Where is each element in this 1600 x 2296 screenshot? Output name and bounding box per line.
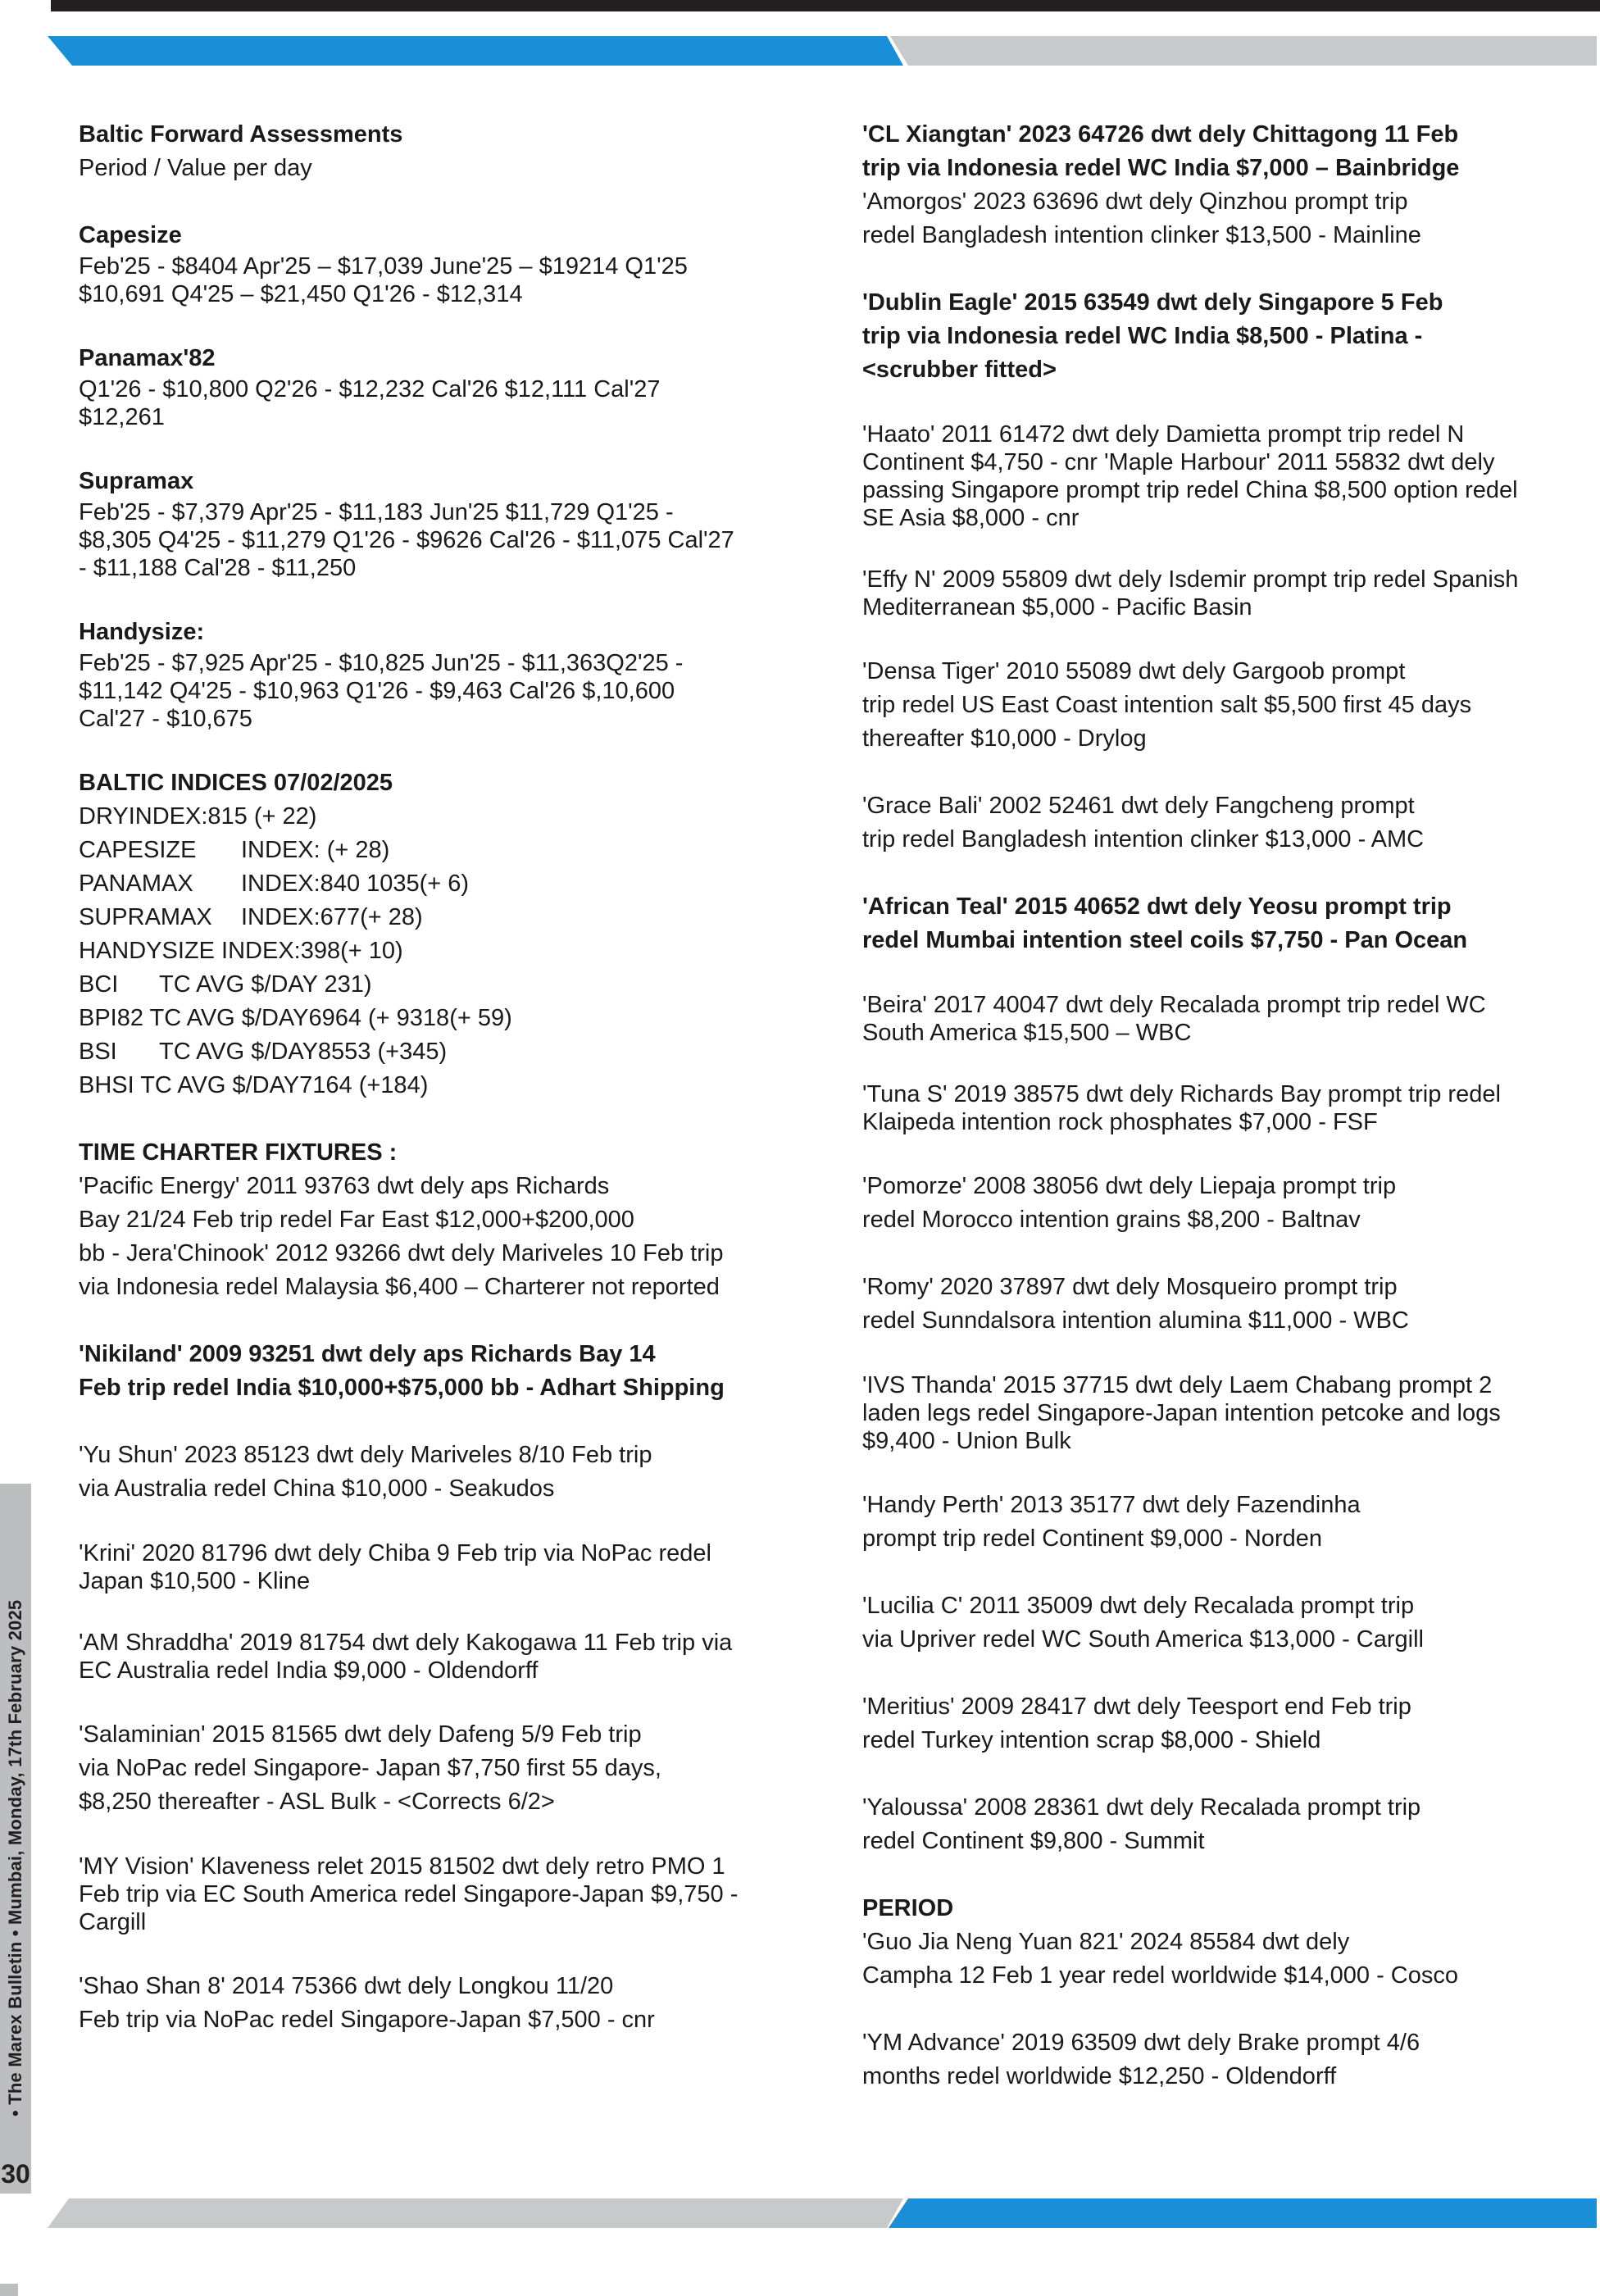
handysize-line: Cal'27 - $10,675 [79,706,252,732]
supramax-line: Feb'25 - $7,379 Apr'25 - $11,183 Jun'25 $11,729 Q1'25 - [79,499,674,525]
bfa-subtitle: Period / Value per day [79,155,312,181]
fixture-line: 'Tuna S' 2019 38575 dwt dely Richards Bay prompt trip redel [862,1081,1501,1107]
footer-band [0,2198,1600,2231]
period-title: PERIOD [862,1895,954,1921]
fixture-line: 'Guo Jia Neng Yuan 821' 2024 85584 dwt dely [862,1929,1350,1955]
fixture-line: 'Grace Bali' 2002 52461 dwt dely Fangcheng prompt [862,793,1415,819]
fixture-line: South America $15,500 – WBC [862,1020,1192,1046]
left-column [79,118,800,2071]
period-section [862,1892,1567,2094]
capesize-title: Capesize [79,222,182,248]
fixture-line: 'Yu Shun' 2023 85123 dwt dely Mariveles 8/10 Feb trip [79,1442,652,1468]
fixture-line: trip redel US East Coast intention salt $5,500 first 45 days [862,692,1472,718]
fixture-line: Campha 12 Feb 1 year redel worldwide $14,000 - Cosco [862,1962,1459,1989]
index-label: BPI82 TC AVG $/DAY6964 (+ 9318(+ 59) [79,1005,512,1031]
index-row [79,934,800,968]
index-label: CAPESIZE [79,837,197,863]
fixture-line: 'Nikiland' 2009 93251 dwt dely aps Richards Bay 14 [79,1341,656,1367]
fixture-line: trip via Indonesia redel WC India $7,000 – Bainbridge [862,155,1460,181]
fixture-line: 'Pomorze' 2008 38056 dwt dely Liepaja prompt trip [862,1173,1397,1199]
panamax-line: Q1'26 - $10,800 Q2'26 - $12,232 Cal'26 $12,111 Cal'27 [79,376,661,402]
fixture-line: 'IVS Thanda' 2015 37715 dwt dely Laem Chabang prompt 2 [862,1372,1493,1398]
index-row [79,1035,800,1069]
capesize-line: $10,691 Q4'25 – $21,450 Q1'26 - $12,314 [79,281,523,307]
fixture-line: trip via Indonesia redel WC India $8,500 - Platina - [862,323,1423,349]
bfa-title: Baltic Forward Assessments [79,121,403,148]
fixture-line: 'Handy Perth' 2013 35177 dwt dely Fazendinha [862,1492,1361,1518]
index-label: BHSI TC AVG $/DAY7164 (+184) [79,1072,429,1098]
fixture-line: 'Beira' 2017 40047 dwt dely Recalada prompt trip redel WC [862,992,1486,1018]
index-row [79,834,800,867]
fixture-entry [79,1338,800,1405]
index-label: BCI [79,971,119,998]
fixture-line: redel Bangladesh intention clinker $13,500 - Mainline [862,222,1421,248]
footer-vertical-text: • The Marex Bulletin • Mumbai, Monday, 17th February 2025 [5,1599,25,2116]
fixture-line: 'Amorgos' 2023 63696 dwt dely Qinzhou prompt trip [862,189,1408,215]
fixture-line: 'Densa Tiger' 2010 55089 dwt dely Gargoob prompt [862,658,1406,684]
panamax-section [79,342,800,431]
fixture-entry [862,2026,1567,2094]
page-number: 30 [0,2154,31,2194]
fixture-line: prompt trip redel Continent $9,000 - Norden [862,1525,1322,1552]
fixture-line: redel Sunndalsora intention alumina $11,000 - WBC [862,1307,1409,1334]
fixture-entry [862,1589,1567,1657]
fixture-line: 'MY Vision' Klaveness relet 2015 81502 dwt dely retro PMO 1 [79,1853,725,1880]
index-value: INDEX:840 1035(+ 6) [241,871,470,897]
fixture-line: redel Morocco intention grains $8,200 - Baltnav [862,1207,1361,1233]
fixture-line: SE Asia $8,000 - cnr [862,505,1080,531]
indices-list [79,800,800,1103]
fixture-entry [862,1489,1567,1556]
fixture-line: trip redel Bangladesh intention clinker $13,000 - AMC [862,826,1425,852]
fixture-line: 'Romy' 2020 37897 dwt dely Mosqueiro prompt trip [862,1274,1398,1300]
fixture-line: passing Singapore prompt trip redel China $8,500 option redel [862,477,1518,503]
index-row [79,1002,800,1035]
fixture-entry [862,1371,1567,1455]
period-fixtures-list [862,1925,1567,2094]
fixture-entry [862,1170,1567,1237]
fixture-entry [862,1080,1567,1136]
fixture-line: 'CL Xiangtan' 2023 64726 dwt dely Chittagong 11 Feb [862,121,1459,148]
fixture-entry [862,566,1567,621]
index-row [79,968,800,1002]
indices-title: BALTIC INDICES 07/02/2025 [79,770,393,796]
fixture-line: 'African Teal' 2015 40652 dwt dely Yeosu prompt trip [862,893,1452,920]
fixture-line: EC Australia redel India $9,000 - Oldendorff [79,1657,539,1684]
fixture-line: Cargill [79,1909,147,1935]
index-label: BSI [79,1039,117,1065]
index-value: INDEX:677(+ 28) [241,904,423,930]
panamax-title: Panamax'82 [79,345,216,371]
fixture-entry [79,1970,800,2037]
fixture-line: 'Effy N' 2009 55809 dwt dely Isdemir prompt trip redel Spanish [862,566,1519,593]
corner-mark [0,2284,18,2296]
fixture-line: Japan $10,500 - Kline [79,1568,311,1594]
fixture-line: redel Continent $9,800 - Summit [862,1828,1205,1854]
fixture-entry [862,1271,1567,1338]
fixture-line: Feb trip redel India $10,000+$75,000 bb - Adhart Shipping [79,1375,725,1401]
panamax-line: $12,261 [79,404,165,430]
supramax-line: - $11,188 Cal'28 - $11,250 [79,555,357,581]
fixture-line: thereafter $10,000 - Drylog [862,725,1147,752]
fixture-entry [79,1539,800,1595]
fixture-line: Continent $4,750 - cnr 'Maple Harbour' 2011 55832 dwt dely [862,449,1495,475]
fixture-entry [862,421,1567,532]
fixture-line: 'Haato' 2011 61472 dwt dely Damietta prompt trip redel N [862,421,1465,448]
supramax-section [79,465,800,582]
right-column [862,118,1567,2127]
fixture-entry [862,1925,1567,1993]
fixture-line: via Australia redel China $10,000 - Seakudos [79,1475,555,1502]
tc-fixtures-section [79,1136,800,1304]
fixture-line: redel Mumbai intention steel coils $7,750 - Pan Ocean [862,927,1468,953]
fixture-entry [862,991,1567,1047]
fixture-line: 'Shao Shan 8' 2014 75366 dwt dely Longkou 11/20 [79,1973,614,1999]
fixture-line: via Upriver redel WC South America $13,000 - Cargill [862,1626,1424,1653]
fixture-line: Klaipeda intention rock phosphates $7,000 - FSF [862,1109,1378,1135]
fixture-entry [79,1853,800,1936]
index-row [79,1069,800,1103]
fixture-line: 'Salaminian' 2015 81565 dwt dely Dafeng 5/9 Feb trip [79,1721,642,1748]
fixture-entry [862,1791,1567,1858]
index-row [79,901,800,934]
fixture-entry [862,789,1567,857]
fixture-line: months redel worldwide $12,250 - Oldendorff [862,2063,1337,2089]
fixture-entry [79,1629,800,1684]
tc-fixture-line: 'Pacific Energy' 2011 93763 dwt dely aps Richards [79,1173,610,1199]
fixture-line: laden legs redel Singapore-Japan intention petcoke and logs [862,1400,1501,1426]
fixture-line: 'Lucilia C' 2011 35009 dwt dely Recalada prompt trip [862,1593,1415,1619]
header-band-grey [890,36,1597,66]
indices-section [79,766,800,1103]
index-label: PANAMAX [79,871,193,897]
left-fixtures-list [79,1338,800,2037]
handysize-title: Handysize: [79,619,205,645]
fixture-line: via NoPac redel Singapore- Japan $7,750 first 55 days, [79,1755,661,1781]
header-band-blue [48,36,903,66]
supramax-line: $8,305 Q4'25 - $11,279 Q1'26 - $9626 Cal'26 - $11,075 Cal'27 [79,527,734,553]
index-label: SUPRAMAX [79,904,212,930]
right-fixtures-list [862,118,1567,1858]
bfa-section [79,118,800,185]
fixture-line: Feb trip via EC South America redel Singapore-Japan $9,750 - [79,1881,739,1907]
index-value: TC AVG $/DAY 231) [159,971,372,998]
header-band [0,36,1600,69]
capesize-line: Feb'25 - $8404 Apr'25 – $17,039 June'25 – $19214 Q1'25 [79,253,688,280]
fixture-line: <scrubber fitted> [862,357,1057,383]
handysize-line: Feb'25 - $7,925 Apr'25 - $10,825 Jun'25 - $11,363Q2'25 - [79,650,684,676]
fixture-line: 'AM Shraddha' 2019 81754 dwt dely Kakogawa 11 Feb trip via [79,1630,733,1656]
fixture-line: Mediterranean $5,000 - Pacific Basin [862,594,1252,621]
index-row [79,800,800,834]
fixture-line: redel Turkey intention scrap $8,000 - Shield [862,1727,1321,1753]
tc-fixture-line: bb - Jera'Chinook' 2012 93266 dwt dely Mariveles 10 Feb trip [79,1240,724,1266]
fixture-entry [862,1690,1567,1757]
fixture-line: Feb trip via NoPac redel Singapore-Japan $7,500 - cnr [79,2007,655,2033]
footer-band-blue [889,2198,1597,2228]
handysize-section [79,616,800,733]
index-value: INDEX: (+ 28) [241,837,390,863]
index-label: HANDYSIZE INDEX:398(+ 10) [79,938,403,964]
fixture-entry [862,286,1567,387]
index-label: DRYINDEX:815 (+ 22) [79,803,317,830]
tc-fixture-line: Bay 21/24 Feb trip redel Far East $12,000+$200,000 [79,1207,634,1233]
fixture-entry [79,1439,800,1506]
footer-band-grey [48,2198,903,2228]
tc-fixtures-title: TIME CHARTER FIXTURES : [79,1139,398,1166]
fixture-line: $9,400 - Union Bulk [862,1428,1071,1454]
fixture-line: 'Yaloussa' 2008 28361 dwt dely Recalada prompt trip [862,1794,1421,1821]
fixture-line: 'YM Advance' 2019 63509 dwt dely Brake prompt 4/6 [862,2030,1420,2056]
handysize-line: $11,142 Q4'25 - $10,963 Q1'26 - $9,463 Cal'26 $,10,600 [79,678,675,704]
fixture-line: 'Krini' 2020 81796 dwt dely Chiba 9 Feb trip via NoPac redel [79,1540,711,1566]
index-value: TC AVG $/DAY8553 (+345) [159,1039,448,1065]
fixture-entry [862,890,1567,957]
index-row [79,867,800,901]
page-sidebar [0,1484,31,2189]
tc-fixture-line: via Indonesia redel Malaysia $6,400 – Charterer not reported [79,1274,720,1300]
top-rule [51,0,1600,11]
fixture-line: $8,250 thereafter - ASL Bulk - <Corrects 6/2> [79,1789,555,1815]
fixture-entry [862,655,1567,756]
fixture-line: 'Dublin Eagle' 2015 63549 dwt dely Singapore 5 Feb [862,289,1443,316]
capesize-section [79,219,800,308]
supramax-title: Supramax [79,468,194,494]
fixture-line: 'Meritius' 2009 28417 dwt dely Teesport end Feb trip [862,1694,1411,1720]
fixture-entry [862,118,1567,252]
fixture-entry [79,1718,800,1819]
